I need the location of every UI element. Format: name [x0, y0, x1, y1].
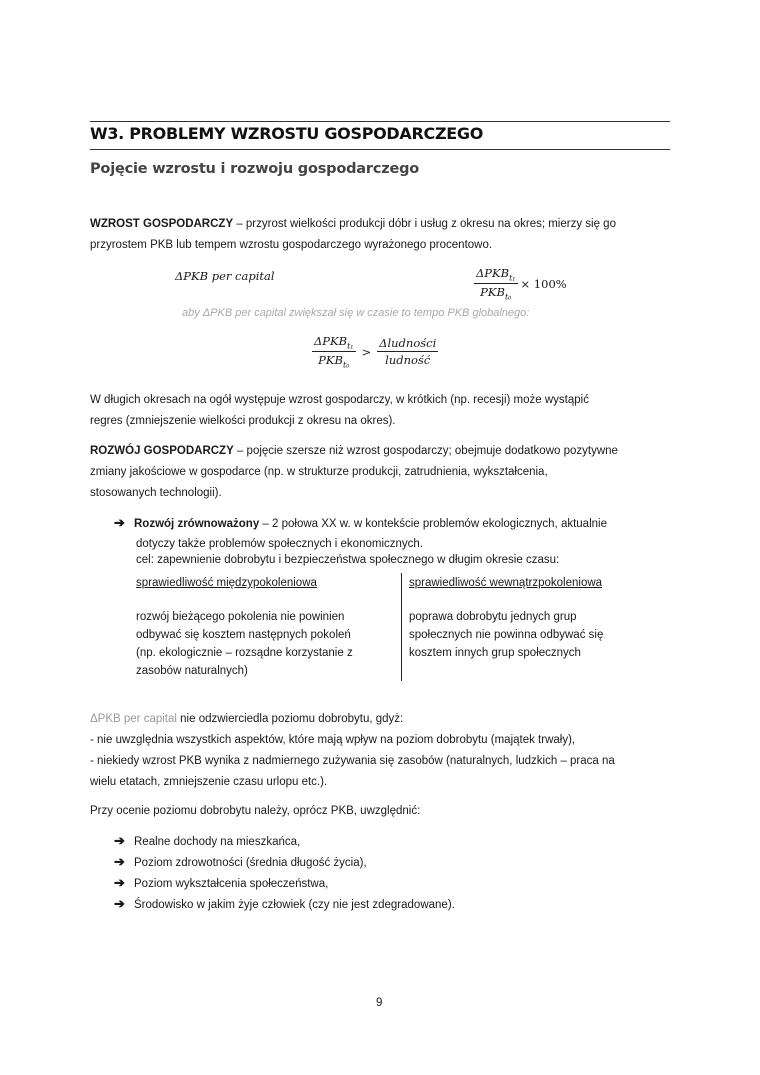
zrownowazony-line2: dotyczy także problemów społecznych i ekonomicznych.	[136, 538, 423, 550]
pkb-num-sub: t₁	[347, 341, 354, 351]
col2-heading: sprawiedliwość wewnątrzpokoleniowa	[409, 577, 603, 589]
zrownowazony-line1: – 2 połowa XX w. w kontekście problemów ekologicznych, aktualnie	[259, 518, 607, 530]
pkb-item2b: wielu etatach, zmniejszenie czasu urlopu etc.).	[90, 776, 328, 788]
rozwoj-line2: zmiany jakościowe w gospodarce (np. w strukturze produkcji, zatrudnienia, wykształcenia,	[90, 466, 548, 478]
pkb-gray-term: ΔPKB per capital	[90, 713, 177, 725]
pkb-item2: - niekiedy wzrost PKB wynika z nadmiernego zużywania się zasobów (naturalnych, ludzkich – praca na	[90, 755, 615, 767]
ocena-list-item	[114, 852, 367, 873]
growth-num: ΔPKB	[476, 266, 510, 280]
population-fraction	[377, 336, 438, 367]
col2-line: kosztem innych grup społecznych	[409, 647, 581, 659]
zrownowazony-goal: cel: zapewnienie dobrobytu i bezpieczeństwa społecznego w długim okresie czasu:	[136, 554, 560, 566]
formula-comparison	[312, 334, 438, 370]
ocena-intro: Przy ocenie poziomu dobrobytu należy, oprócz PKB, uwzględnić:	[90, 805, 421, 817]
col1-line: odbywać się kosztem następnych pokoleń	[136, 629, 351, 641]
rozwoj-line3: stosowanych technologii).	[90, 487, 222, 499]
zrownowazony-block	[114, 513, 674, 554]
page-title: W3. PROBLEMY WZROSTU GOSPODARCZEGO	[90, 124, 484, 143]
col1-line: zasobów naturalnych)	[136, 665, 248, 677]
regres-line1: W długich okresach na ogół występuje wzrost gospodarczy, w krótkich (np. recesji) może wystąpić	[90, 394, 589, 406]
wzrost-paragraph	[90, 214, 675, 256]
arrow-icon: ➔	[114, 833, 125, 848]
arrow-icon: ➔	[114, 896, 125, 911]
section-subtitle: Pojęcie wzrostu i rozwoju gospodarczego	[90, 161, 420, 177]
formula-note: aby ΔPKB per capital zwiększał się w czasie to tempo PKB globalnego:	[182, 307, 530, 319]
formula-growth-rate	[474, 266, 567, 302]
regres-paragraph	[90, 390, 675, 432]
ocena-item-text: Poziom zdrowotności (średnia długość życia),	[134, 857, 367, 869]
zrownowazony-term: Rozwój zrównoważony	[134, 518, 260, 530]
population-num: Δludności	[379, 336, 437, 351]
pkb-num: ΔPKB	[314, 334, 348, 348]
formula-pkb-per-capital: ΔPKB per capital	[175, 269, 275, 283]
growth-fraction	[474, 266, 518, 302]
pkb-intro: nie odzwierciedla poziomu dobrobytu, gdyż:	[176, 713, 404, 725]
wzrost-term: WZROST GOSPODARCZY	[90, 218, 234, 230]
ocena-list-item	[114, 831, 300, 852]
col1-line: (np. ekologicznie – rozsądne korzystanie z	[136, 647, 353, 659]
rozwoj-term: ROZWÓJ GOSPODARCZY	[90, 445, 234, 457]
pkb-den-sub: t₀	[342, 360, 350, 370]
col1-line: rozwój bieżącego pokolenia nie powinien	[136, 611, 345, 623]
page-number: 9	[376, 997, 383, 1009]
pkb-item1: - nie uwzględnia wszystkich aspektów, które mają wpływ na poziom dobrobytu (majątek trwały),	[90, 734, 576, 746]
col1-heading: sprawiedliwość międzypokoleniowa	[136, 577, 317, 589]
ocena-item-text: Realne dochody na mieszkańca,	[134, 836, 301, 848]
wzrost-line1: – przyrost wielkości produkcji dóbr i usług z okresu na okres; mierzy się go	[233, 218, 616, 230]
rozwoj-paragraph	[90, 441, 675, 504]
wzrost-line2: przyrostem PKB lub tempem wzrostu gospodarczego wyrażonego procentowo.	[90, 239, 493, 251]
arrow-icon: ➔	[114, 854, 125, 869]
pkb-fraction	[312, 334, 356, 370]
col2-body	[409, 608, 671, 662]
col2-line: społecznych nie powinna odbywać się	[409, 629, 604, 641]
heading-bottom-rule	[90, 149, 670, 150]
ocena-list-item	[114, 873, 328, 894]
column-divider	[401, 573, 402, 681]
growth-multiplier: × 100%	[520, 276, 567, 291]
regres-line2: regres (zmniejszenie wielkości produkcji z okresu na okres).	[90, 415, 396, 427]
rozwoj-line1: – pojęcie szersze niż wzrost gospodarczy; obejmuje dodatkowo pozytywne	[233, 445, 618, 457]
col2-line: poprawa dobrobytu jednych grup	[409, 611, 577, 623]
ocena-item-text: Poziom wykształcenia społeczeństwa,	[134, 878, 329, 890]
heading-top-rule	[90, 121, 670, 122]
growth-num-sub: t₁	[509, 273, 516, 283]
pkb-limitations	[90, 709, 675, 793]
pkb-den: PKB	[318, 353, 343, 368]
arrow-icon: ➔	[114, 515, 125, 530]
col1-body	[136, 608, 398, 680]
ocena-list-item	[114, 894, 455, 915]
growth-den-sub: t₀	[504, 292, 512, 302]
arrow-icon: ➔	[114, 875, 125, 890]
greater-than-sign: >	[361, 344, 372, 359]
growth-den: PKB	[480, 285, 505, 300]
population-den: ludność	[385, 353, 431, 368]
ocena-item-text: Środowisko w jakim żyje człowiek (czy nie jest zdegradowane).	[134, 899, 455, 911]
